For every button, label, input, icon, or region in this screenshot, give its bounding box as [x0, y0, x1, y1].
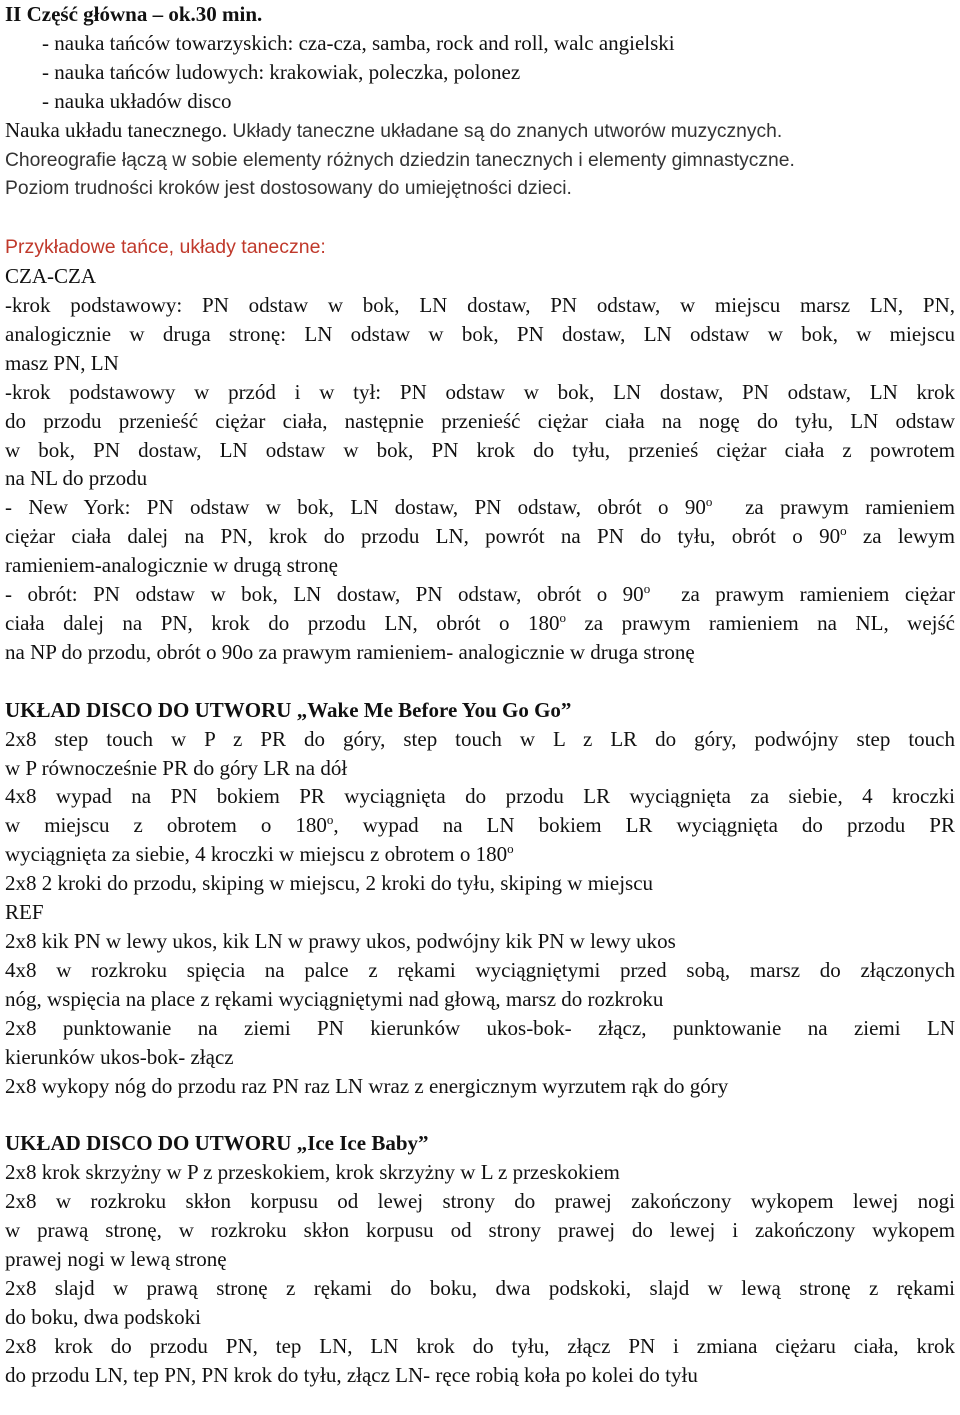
paragraph-line: -krok podstawowy w przód i w tył: PN odstaw w bok, LN dostaw, PN odstaw, LN krok — [5, 379, 955, 404]
paragraph-line: masz PN, LN — [5, 350, 119, 375]
paragraph-line: 2x8 kik PN w lewy ukos, kik LN w prawy ukos, podwójny kik PN w lewy ukos — [5, 928, 676, 953]
paragraph-line: 2x8 krok do przodu PN, tep LN, LN krok do tyłu, złącz PN i zmiana ciężaru ciała, krok — [5, 1333, 955, 1358]
disco-section-title: UKŁAD DISCO DO UTWORU „Ice Ice Baby” — [5, 1131, 429, 1156]
paragraph-line — [5, 811, 955, 840]
document-page — [5, 0, 955, 1389]
paragraph-line: ramieniem-analogicznie w drugą stronę — [5, 553, 338, 578]
spacer — [5, 1100, 955, 1129]
degree-sign: o — [643, 581, 651, 597]
paragraph-line: 4x8 wypad na PN bokiem PR wyciągnięta do przodu LR wyciągnięta za siebie, 4 kroczki — [5, 784, 955, 809]
examples-title: Przykładowe tańce, układy taneczne: — [5, 236, 326, 259]
paragraph-line — [5, 580, 955, 609]
description-line — [5, 116, 955, 147]
degree-sign: o — [559, 610, 566, 626]
spacer — [5, 204, 955, 233]
text-segment: za prawym ramieniem ciężar — [681, 582, 955, 607]
paragraph-line — [5, 493, 955, 522]
paragraph-line: analogicznie w druga stronę: LN odstaw w bok, PN dostaw, LN odstaw w bok, w miejscu — [5, 321, 955, 346]
section-heading: II Część główna – ok.30 min. — [5, 2, 263, 26]
paragraph-line: w prawą stronę, w rozkroku skłon korpusu od strony prawej do lewej i zakończony wykopem — [5, 1218, 955, 1243]
paragraph-line: do boku, dwa podskoki — [5, 1304, 201, 1329]
degree-sign: o — [705, 494, 713, 510]
spacer — [5, 667, 955, 696]
paragraph-line: 2x8 krok skrzyżny w P z przeskokiem, krok skrzyżny w L z przeskokiem — [5, 1160, 620, 1185]
paragraph-line: -krok podstawowy: PN odstaw w bok, LN dostaw, PN odstaw, w miejscu marsz LN, PN, — [5, 293, 955, 318]
list-item: - nauka tańców ludowych: krakowiak, poleczka, polonez — [42, 59, 521, 84]
paragraph-line: prawej nogi w lewą stronę — [5, 1246, 227, 1271]
text-segment: ciała dalej na PN, krok do przodu LN, obrót o 180 — [5, 611, 560, 636]
text-segment: za prawym ramieniem na NL, wejść — [584, 611, 955, 636]
paragraph-line: do przodu LN, tep PN, PN krok do tyłu, złącz LN- ręce robią koła po kolei do tyłu — [5, 1362, 698, 1387]
text-segment: ciężar ciała dalej na PN, krok do przodu LN, powrót na PN do tyłu, obrót o 90 — [5, 524, 841, 549]
degree-sign: o — [840, 523, 847, 539]
description-line: Choreografie łączą w sobie elementy różnych dziedzin tanecznych i elementy gimnastyczne. — [5, 149, 795, 171]
degree-sign: o — [507, 841, 514, 857]
paragraph-line: nóg, wspięcia na place z rękami wyciągniętymi nad głową, marsz do rozkroku — [5, 986, 664, 1011]
paragraph-line: w bok, PN dostaw, LN odstaw w bok, PN krok do tyłu, przenieś ciężar ciała z powrotem — [5, 437, 955, 462]
paragraph-line: 2x8 2 kroki do przodu, skiping w miejscu, 2 kroki do tyłu, skiping w miejscu — [5, 871, 654, 896]
paragraph-line: 2x8 step touch w P z PR do góry, step touch w L z LR do góry, podwójny step touch — [5, 726, 955, 751]
paragraph-line — [5, 840, 955, 869]
paragraph-line: na NL do przodu — [5, 466, 148, 491]
paragraph-line: do przodu przenieść ciężar ciała, następnie przenieść ciężar ciała na nogę do tyłu, LN odstaw — [5, 408, 955, 433]
dance-title-cza-cza: CZA-CZA — [5, 264, 96, 289]
paragraph-line: kierunków ukos-bok- złącz — [5, 1044, 234, 1069]
text-segment: wyciągnięta za siebie, 4 kroczki w miejscu z obrotem o 180 — [5, 842, 508, 867]
paragraph-line: 2x8 w rozkroku skłon korpusu od lewej strony do prawej zakończony wykopem lewej nogi — [5, 1189, 955, 1214]
text-segment: - obrót: PN odstaw w bok, LN dostaw, PN odstaw, obrót o 90 — [5, 582, 644, 607]
paragraph-line: 2x8 punktowanie na ziemi PN kierunków ukos-bok- złącz, punktowanie na ziemi LN — [5, 1015, 955, 1040]
text-segment: w miejscu z obrotem o 180 — [5, 813, 327, 838]
description-text: Układy taneczne układane są do znanych utworów muzycznych. — [232, 120, 783, 142]
list-item: - nauka układów disco — [42, 88, 232, 113]
text-segment: , wypad na LN bokiem LR wyciągnięta do przodu PR — [333, 813, 955, 838]
text-segment: - New York: PN odstaw w bok, LN dostaw, PN odstaw, obrót o 90 — [5, 495, 706, 520]
description-line: Poziom trudności kroków jest dostosowany do umiejętności dzieci. — [5, 178, 572, 200]
paragraph-line — [5, 522, 955, 551]
paragraph-line: 2x8 slajd w prawą stronę z rękami do boku, dwa podskoki, slajd w lewą stronę z rękami — [5, 1275, 955, 1300]
list-item: - nauka tańców towarzyskich: cza-cza, samba, rock and roll, walc angielski — [42, 30, 675, 55]
paragraph-line: 4x8 w rozkroku spięcia na palce z rękami wyciągniętymi przed sobą, marsz do złączonych — [5, 957, 955, 982]
text-segment: za lewym — [862, 524, 955, 549]
paragraph-line: w P równocześnie PR do góry LR na dół — [5, 755, 348, 780]
disco-section-title: UKŁAD DISCO DO UTWORU „Wake Me Before You Go Go” — [5, 697, 572, 722]
paragraph-line: 2x8 wykopy nóg do przodu raz PN raz LN wraz z energicznym wyrzutem rąk do góry — [5, 1073, 729, 1098]
paragraph-line — [5, 609, 955, 638]
paragraph-line: na NP do przodu, obrót o 90o za prawym ramieniem- analogicznie w druga stronę — [5, 639, 695, 664]
text-segment: za prawym ramieniem — [745, 495, 956, 520]
degree-sign: o — [326, 812, 334, 828]
description-lead: Nauka układu tanecznego. — [5, 117, 228, 142]
paragraph-line: REF — [5, 900, 44, 925]
